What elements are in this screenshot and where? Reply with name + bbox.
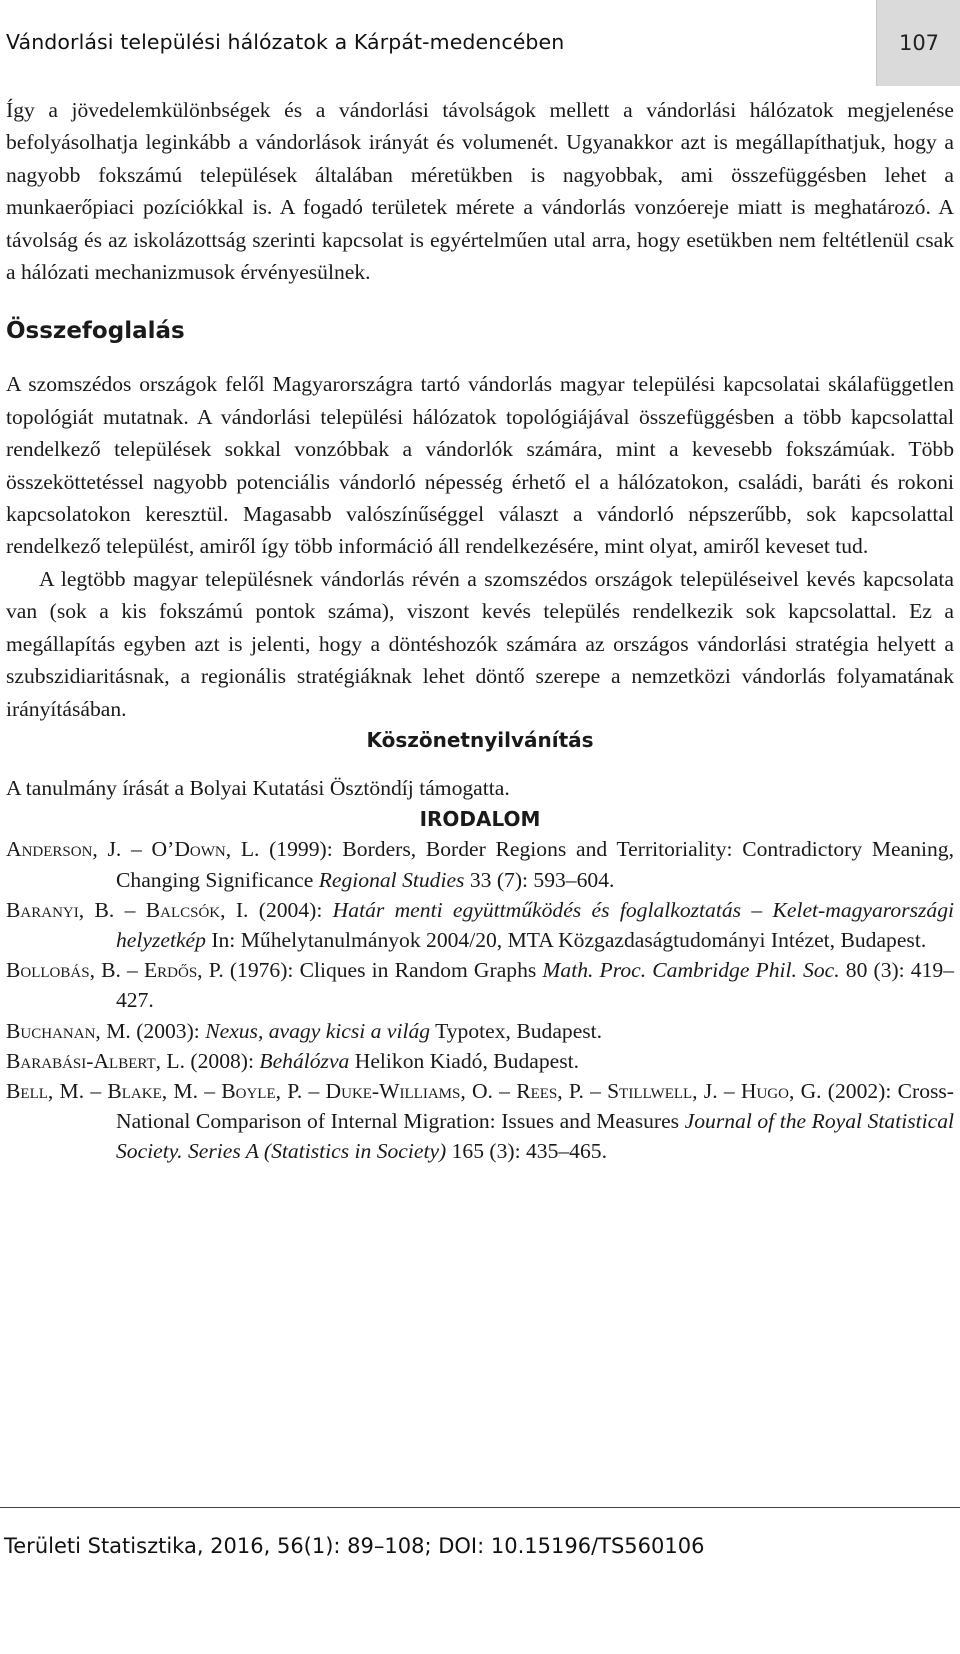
reference-source: Math. Proc. Cambridge Phil. Soc. — [542, 958, 840, 983]
reference-authors: Anderson, J. – O’Down, L. — [6, 837, 260, 862]
acknowledgement-heading: Köszönetnyilvánítás — [366, 727, 594, 752]
reference-item: Bollobás, B. – Erdős, P. (1976): Cliques in Random Graphs Math. Proc. Cambridge Phil. Soc. 80 (3): 419–427. — [6, 958, 954, 1013]
reference-authors: Barabási-Albert, L. — [6, 1048, 186, 1073]
summary-paragraph-2: A legtöbb magyar településnek vándorlás révén a szomszédos országok településeivel kevés kapcsolata van (sok a kis fokszámú pontok száma), viszont kevés település rendelkezik sok kapcsolattal. Ez a megállapítás egyben azt is jelenti, hogy a döntéshozók számára az országos vándorlási stratégia helyett a szubszidiaritásnak, a regionális stratégiáknak lehet döntő szerepe a nemzetközi vándorlás folyamatának irányításában. — [6, 566, 954, 721]
reference-authors: Bell, M. – Blake, M. – Boyle, P. – Duke-Williams, O. – Rees, P. – Stillwell, J. – Hugo, G. — [6, 1078, 822, 1103]
footer-citation: Területi Statisztika, 2016, 56(1): 89–108; DOI: 10.15196/TS560106 — [4, 1534, 705, 1558]
article-body — [6, 88, 954, 1167]
page-number: 107 — [876, 0, 960, 86]
summary-paragraph-1: A szomszédos országok felől Magyarországra tartó vándorlás magyar települési kapcsolatai skálafüggetlen topológiát mutatnak. A vándorlási települési hálózatok topológiájával összefüggésben a több kapcsolattal rendelkező települések sokkal vonzóbbak a vándorlók számára, mint a kevesebb fokszámúak. Több összeköttetéssel nagyobb potenciális vándorló népesség érhető el a hálózatokon, családi, baráti és rokoni kapcsolatokon keresztül. Magasabb valószínűséggel választ a vándorló népszerűbb, sok kapcsolattal rendelkező települést, amiről így több információ áll rendelkezésére, mint olyat, amiről keveset tud. — [6, 372, 954, 559]
page-header — [0, 0, 960, 86]
reference-item: Buchanan, M. (2003): Nexus, avagy kicsi a világ Typotex, Budapest. — [6, 1018, 603, 1043]
reference-authors: Baranyi, B. – Balcsók, I. — [6, 897, 249, 922]
reference-source: Regional Studies — [318, 867, 465, 892]
reference-item: Barabási-Albert, L. (2008): Behálózva Helikon Kiadó, Budapest. — [6, 1048, 580, 1073]
reference-source: Journal of the Royal Statistical Society. Series A (Statistics in Society) — [116, 1109, 954, 1164]
reference-item: Baranyi, B. – Balcsók, I. (2004): Határ menti együttműködés és foglalkoztatás – Kelet-magyarországi helyzetkép In: Műhelytanulmányok 2004/20, MTA Közgazdaságtudományi Intézet, Budapest. — [6, 897, 954, 952]
footer-divider — [0, 1507, 960, 1508]
references-heading: IRODALOM — [419, 807, 541, 832]
reference-item: Bell, M. – Blake, M. – Boyle, P. – Duke-Williams, O. – Rees, P. – Stillwell, J. – Hugo, G. (2002): Cross-National Comparison of Internal Migration: Issues and Measures Journal of the Royal Statistical Society. Series A (Statistics in Society) 165 (3): 435–465. — [6, 1078, 954, 1164]
reference-source: Nexus, avagy kicsi a világ — [205, 1018, 431, 1043]
intro-paragraph: Így a jövedelemkülönbségek és a vándorlási távolságok mellett a vándorlási hálózatok megjelenése befolyásolhatja leginkább a vándorlások irányát és volumenét. Ugyanakkor azt is megállapíthatjuk, hogy a nagyobb fokszámú települések általában méretükben is nagyobbak, ami összefüggésben lehet a munkaerőpiaci pozíciókkal is. A fogadó területek mérete a vándorlás vonzóereje miatt is meghatározó. A távolság és az iskolázottság szerinti kapcsolat is egyértelműen utal arra, hogy esetükben nem feltétlenül csak a hálózati mechanizmusok érvényesülnek. — [6, 98, 954, 285]
acknowledgement-text: A tanulmány írását a Bolyai Kutatási Ösztöndíj támogatta. — [6, 775, 510, 800]
running-title: Vándorlási települési hálózatok a Kárpát-medencében — [6, 30, 565, 54]
reference-authors: Bollobás, B. – Erdős, P. — [6, 958, 224, 983]
reference-list — [6, 834, 954, 1166]
reference-item: Anderson, J. – O’Down, L. (1999): Borders, Border Regions and Territoriality: Contradictory Meaning, Changing Significance Regional Studies 33 (7): 593–604. — [6, 837, 954, 892]
reference-authors: Buchanan, M. — [6, 1018, 131, 1043]
reference-source: Határ menti együttműködés és foglalkoztatás – Kelet-magyarországi helyzetkép — [116, 897, 954, 952]
reference-source: Behálózva — [259, 1048, 350, 1073]
summary-heading: Összefoglalás — [6, 318, 185, 345]
